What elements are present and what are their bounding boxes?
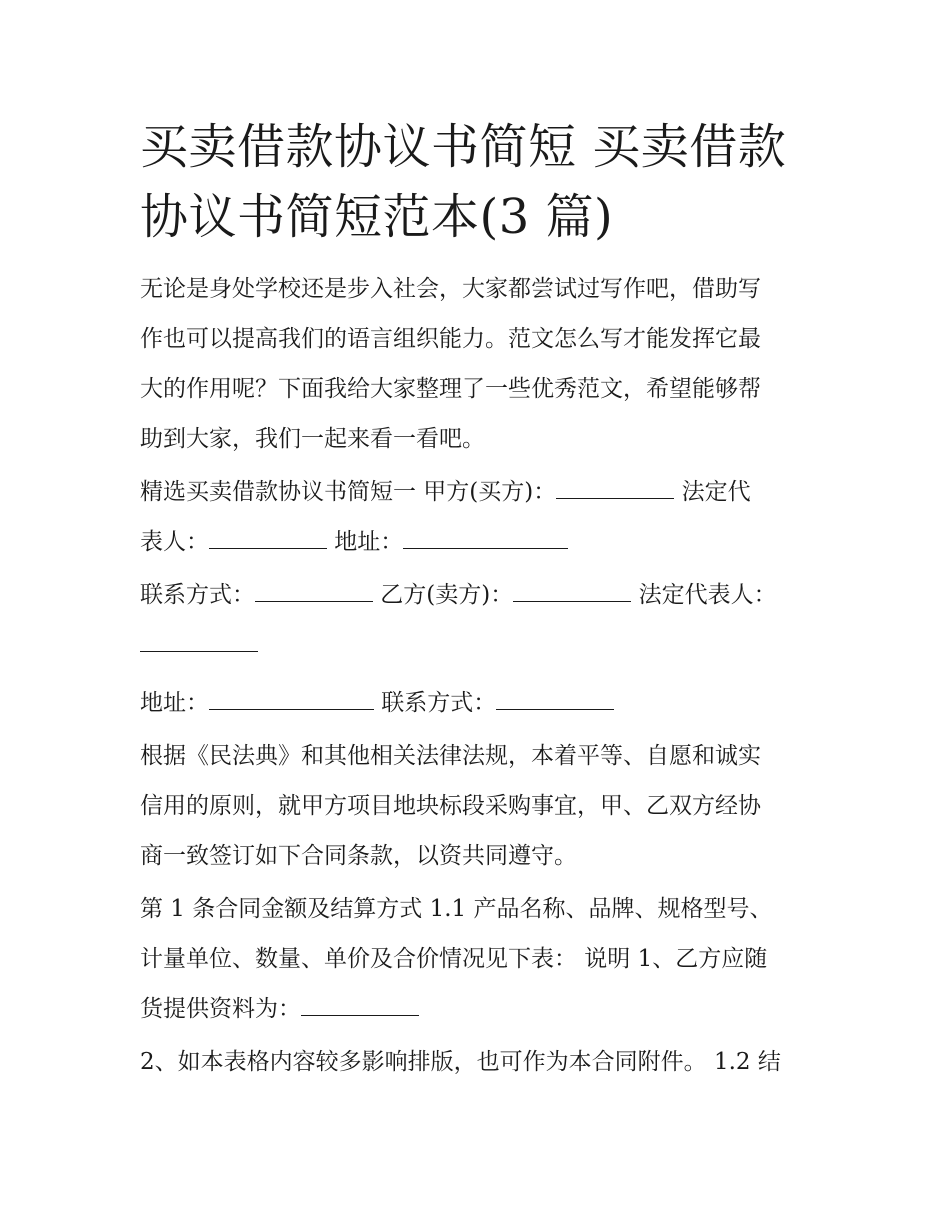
basis-line: 商一致签订如下合同条款，以资共同遵守。 (140, 843, 577, 869)
party-a-rep-blank (209, 547, 327, 549)
party-b-name-blank (513, 600, 631, 602)
basis-line: 根据《民法典》和其他相关法律法规，本着平等、自愿和诚实 (140, 743, 761, 769)
address-label: 地址： (327, 529, 404, 555)
party-a-rep-line (140, 517, 820, 567)
intro-line: 无论是身处学校还是步入社会，大家都尝试过写作吧，借助写 (140, 276, 761, 302)
rep-label: 表人： (140, 529, 209, 555)
legal-rep-label: 法定代表人： (631, 582, 777, 608)
party-b-address-blank (209, 708, 374, 710)
party-a-contact-blank (255, 600, 373, 602)
party-b-rep-line (140, 620, 820, 670)
materials-blank (301, 1014, 419, 1016)
article-last-line: 2、如本表格内容较多影响排版，也可作为本合同附件。 1.2 结 (140, 1049, 781, 1075)
party-a-name-blank (556, 497, 674, 499)
party-b-label: 乙方(卖方)： (373, 582, 514, 608)
document-page (140, 112, 820, 1087)
materials-line (140, 984, 820, 1034)
contact-label-2: 联系方式： (374, 690, 497, 716)
address-label-2: 地址： (140, 690, 209, 716)
party-a-label: 精选买卖借款协议书简短一 甲方(买方)： (140, 479, 557, 505)
article-line: 计量单位、数量、单价及合价情况见下表： 说明 1、乙方应随 (140, 946, 768, 972)
intro-line: 作也可以提高我们的语言组织能力。范文怎么写才能发挥它最 (140, 326, 761, 352)
title-line-1: 买卖借款协议书简短 买卖借款 (140, 119, 787, 175)
party-b-address-line (140, 678, 820, 728)
intro-line: 大的作用呢？下面我给大家整理了一些优秀范文，希望能够帮 (140, 376, 761, 402)
legal-rep-partial-label: 法定代 (674, 479, 751, 505)
document-body (140, 264, 820, 1087)
party-b-rep-blank (140, 650, 258, 652)
title-line-2: 协议书简短范本(3 篇) (140, 189, 614, 245)
party-b-contact-blank (496, 708, 614, 710)
party-a-line (140, 467, 820, 517)
intro-line: 助到大家，我们一起来看一看吧。 (140, 426, 485, 452)
contact-label: 联系方式： (140, 582, 255, 608)
party-b-line (140, 570, 820, 620)
basis-line: 信用的原则，就甲方项目地块标段采购事宜，甲、乙双方经协 (140, 793, 761, 819)
party-a-address-blank (403, 547, 568, 549)
document-title (140, 112, 820, 252)
materials-label: 货提供资料为： (140, 996, 301, 1022)
article-line: 第 1 条合同金额及结算方式 1.1 产品名称、品牌、规格型号、 (140, 896, 773, 922)
